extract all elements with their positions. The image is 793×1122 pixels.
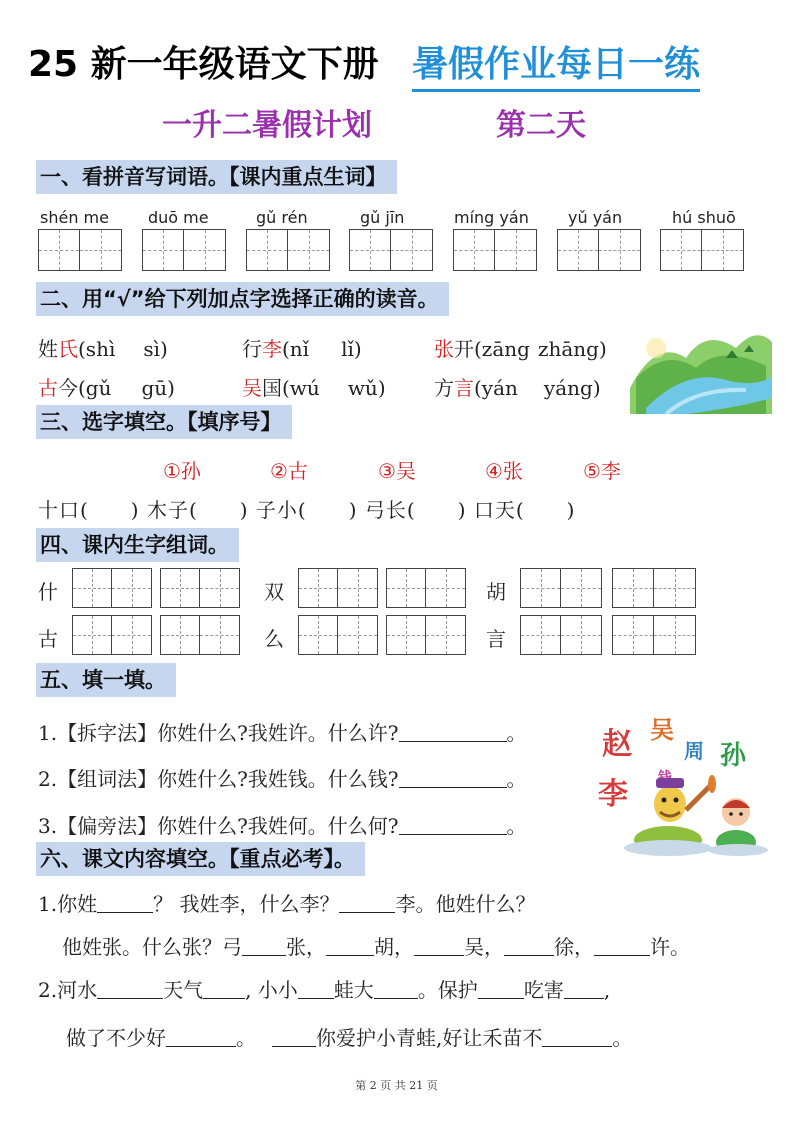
pinyin-label: duō me [148, 208, 209, 227]
section-2-heading: 二、用“√”给下列加点字选择正确的读音。 [36, 282, 449, 316]
surname-zhou: 周 [684, 739, 704, 763]
question-line: 2.【组词法】你姓什么?我姓钱。什么钱? 。 [38, 767, 527, 791]
writing-grid[interactable] [298, 568, 378, 608]
section-1-heading: 一、看拼音写词语。【课内重点生词】 [36, 160, 397, 194]
char-label: 么 [264, 627, 284, 651]
surnames-illustration [598, 708, 780, 858]
pinyin-label: hú shuō [672, 208, 736, 227]
answer-blank[interactable] [594, 937, 650, 956]
writing-grid[interactable] [386, 568, 466, 608]
answer-blank[interactable] [203, 980, 245, 999]
answer-blank[interactable] [504, 937, 554, 956]
writing-grid[interactable] [72, 568, 152, 608]
section-6-heading: 六、课文内容填空。【重点必考】。 [36, 842, 365, 876]
char-label: 什 [38, 580, 58, 604]
char-label: 古 [38, 627, 58, 651]
answer-blank[interactable] [242, 937, 286, 956]
pinyin-label: yǔ yán [568, 208, 623, 227]
fill-line-2: 他姓张。什么张？弓 张， 胡， 吴， 徐， 许。 [62, 935, 690, 959]
subtitle-day: 第二天 [496, 108, 586, 143]
surname-zhao: 赵 [602, 727, 632, 762]
page-number: 第 2 页 共 21 页 [355, 1079, 438, 1092]
pinyin-label: míng yán [454, 208, 529, 227]
answer-blank[interactable] [326, 937, 374, 956]
option-2: ②古 [270, 459, 308, 483]
question-line: 1.【拆字法】你姓什么?我姓许。什么许? 。 [38, 721, 527, 745]
reading-item: 古今(gǔ gū) [38, 376, 175, 400]
writing-grid[interactable] [72, 615, 152, 655]
writing-grid[interactable] [142, 229, 226, 271]
writing-grid[interactable] [246, 229, 330, 271]
writing-grid[interactable] [660, 229, 744, 271]
section-5-heading: 五、填一填。 [36, 663, 176, 697]
writing-grid[interactable] [160, 615, 240, 655]
answer-blank[interactable] [166, 1028, 236, 1047]
reading-item: 行李(nǐ lǐ) [242, 337, 362, 361]
writing-grid[interactable] [612, 568, 696, 608]
answer-blank[interactable] [97, 894, 153, 913]
answer-blank[interactable] [399, 816, 507, 835]
option-3: ③吴 [378, 459, 416, 483]
writing-grid[interactable] [386, 615, 466, 655]
pinyin-label: shén me [40, 208, 109, 227]
writing-grid[interactable] [520, 568, 602, 608]
title-highlight: 暑假作业每日一练 [412, 36, 700, 92]
answer-blank[interactable] [564, 980, 604, 999]
fill-line[interactable]: 十口( ) 木子( ) 子小( ) 弓长( ) 口天( ) [38, 498, 576, 522]
surname-wu: 吴 [650, 715, 674, 744]
surname-li: 李 [598, 777, 628, 812]
char-label: 双 [264, 580, 284, 604]
writing-grid[interactable] [612, 615, 696, 655]
option-5: ⑤李 [583, 459, 621, 483]
writing-grid[interactable] [557, 229, 641, 271]
fill-line-3: 2.河水 天气 , 小小 蛙大 。保护 吃害 , [38, 978, 611, 1002]
answer-blank[interactable] [272, 1028, 316, 1047]
writing-grid[interactable] [298, 615, 378, 655]
landscape-illustration [626, 318, 774, 414]
answer-blank[interactable] [399, 723, 507, 742]
surname-sun: 孙 [720, 741, 747, 771]
reading-item: 张开(zāng zhāng) [434, 337, 607, 361]
reading-item: 吴国(wú wǔ) [242, 376, 386, 400]
pinyin-label: gǔ jīn [360, 208, 405, 227]
subtitle-plan: 一升二暑假计划 [162, 108, 372, 143]
answer-blank[interactable] [414, 937, 464, 956]
writing-grid[interactable] [38, 229, 122, 271]
answer-blank[interactable] [298, 980, 334, 999]
char-label: 言 [486, 627, 506, 651]
char-label: 胡 [486, 580, 506, 604]
answer-blank[interactable] [339, 894, 395, 913]
answer-blank[interactable] [374, 980, 418, 999]
question-line: 3.【偏旁法】你姓什么?我姓何。什么何? 。 [38, 814, 527, 838]
fill-line-1: 1.你姓 ？ 我姓李，什么李？ 李。他姓什么？ [38, 892, 536, 916]
reading-item: 姓氏(shì sì) [38, 337, 168, 361]
section-3-heading: 三、选字填空。【填序号】 [36, 405, 292, 439]
answer-blank[interactable] [542, 1028, 612, 1047]
section-4-heading: 四、课内生字组词。 [36, 528, 239, 562]
fill-line-4: 做了不少好 。 你爱护小青蛙,好让禾苗不 。 [66, 1026, 633, 1050]
option-4: ④张 [485, 459, 523, 483]
option-1: ①孙 [163, 459, 201, 483]
title-prefix: 25 新一年级语文下册 [28, 44, 379, 85]
pinyin-label: gǔ rén [256, 208, 308, 227]
answer-blank[interactable] [399, 769, 507, 788]
reading-item: 方言(yán yáng) [434, 376, 601, 400]
writing-grid[interactable] [520, 615, 602, 655]
answer-blank[interactable] [97, 980, 163, 999]
answer-blank[interactable] [478, 980, 524, 999]
writing-grid[interactable] [453, 229, 537, 271]
writing-grid[interactable] [160, 568, 240, 608]
writing-grid[interactable] [349, 229, 433, 271]
